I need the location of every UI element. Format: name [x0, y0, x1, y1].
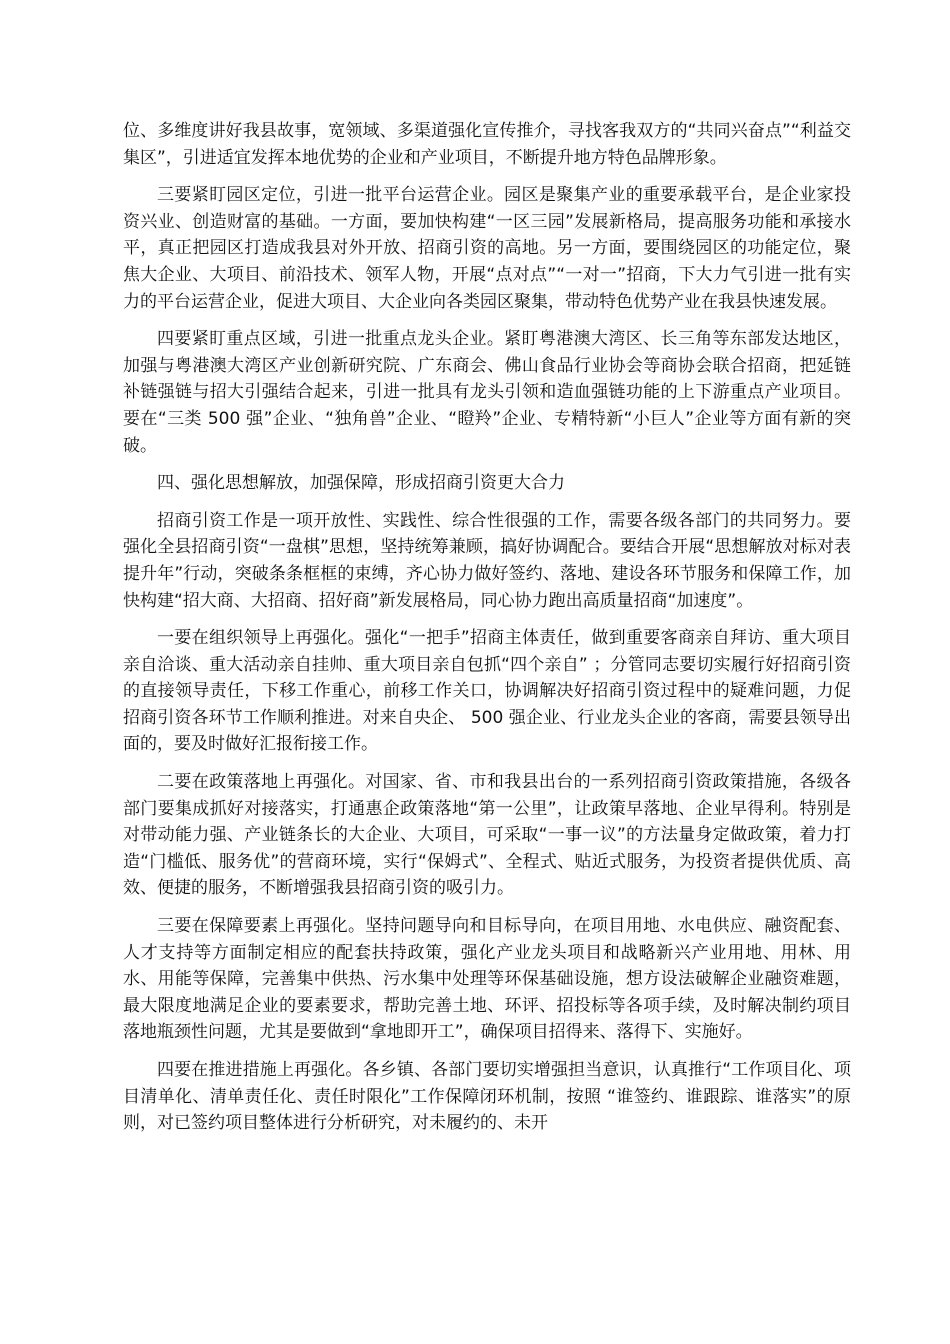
paragraph-continuation: 位、多维度讲好我县故事，宽领域、多渠道强化宣传推介，寻找客我双方的“共同兴奋点”“利益交集区”，引进适宜发挥本地优势的企业和产业项目，不断提升地方特色品牌形象。 [123, 121, 851, 168]
paragraph-key-regions: 四要紧盯重点区域，引进一批重点龙头企业。紧盯粤港澳大湾区、长三角等东部发达地区，加强与粤港澳大湾区产业创新研究院、广东商会、佛山食品行业协会等商协会联合招商，把延链补链强链与招大引强结合起来，引进一批具有龙头引领和造血强链功能的上下游重点产业项目。要在“三类 500 强”企业、“独角兽”企业、“瞪羚”企业、专精特新“小巨人”企业等方面有新的突破。 [123, 329, 851, 456]
paragraph-promotion-measures: 四要在推进措施上再强化。各乡镇、各部门要切实增强担当意识，认真推行“工作项目化、项目清单化、清单责任化、责任时限化”工作保障闭环机制，按照 “谁签约、谁跟踪、谁落实”的原则，对已签约项目整体进行分析研究，对未履约的、未开 [123, 1060, 851, 1134]
paragraph-factor-guarantee: 三要在保障要素上再强化。坚持问题导向和目标导向，在项目用地、水电供应、融资配套、人才支持等方面制定相应的配套扶持政策，强化产业龙头项目和战略新兴产业用地、用林、用水、用能等保障，完善集中供热、污水集中处理等环保基础设施，想方设法破解企业融资难题，最大限度地满足企业的要素要求，帮助完善土地、环评、招投标等各项手续，及时解决制约项目落地瓶颈性问题，尤其是要做到“拿地即开工”，确保项目招得来、落得下、实施好。 [123, 916, 851, 1043]
paragraph-section-intro: 招商引资工作是一项开放性、实践性、综合性很强的工作，需要各级各部门的共同努力。要强化全县招商引资“一盘棋”思想，坚持统筹兼顾，搞好协调配合。要结合开展“思想解放对标对表提升年”行动，突破条条框框的束缚，齐心协力做好签约、落地、建设各环节服务和保障工作，加快构建“招大商、大招商、招好商”新发展格局，同心协力跑出高质量招商“加速度”。 [123, 510, 851, 611]
paragraph-policy-implementation: 二要在政策落地上再强化。对国家、省、市和我县出台的一系列招商引资政策措施，各级各部门要集成抓好对接落实，打通惠企政策落地“第一公里”，让政策早落地、企业早得利。特别是对带动能力强、产业链条长的大企业、大项目，可采取“一事一议”的方法量身定做政策，着力打造“门槛低、服务优”的营商环境，实行“保姆式”、全程式、贴近式服务，为投资者提供优质、高效、便捷的服务，不断增强我县招商引资的吸引力。 [123, 772, 851, 899]
section-heading-four: 四、强化思想解放，加强保障，形成招商引资更大合力 [157, 473, 565, 494]
paragraph-park-positioning: 三要紧盯园区定位，引进一批平台运营企业。园区是聚集产业的重要承载平台，是企业家投资兴业、创造财富的基础。一方面，要加快构建“一区三园”发展新格局，提高服务功能和承接水平，真正把园区打造成我县对外开放、招商引资的高地。另一方面，要围绕园区的功能定位，聚焦大企业、大项目、前沿技术、领军人物，开展“点对点”“一对一”招商，下大力气引进一批有实力的平台运营企业，促进大项目、大企业向各类园区聚集，带动特色优势产业在我县快速发展。 [123, 185, 851, 312]
paragraph-organization-leadership: 一要在组织领导上再强化。强化“一把手”招商主体责任，做到重要客商亲自拜访、重大项目亲自洽谈、重大活动亲自挂帅、重大项目亲自包抓“四个亲自” ；分管同志要切实履行好招商引资的直接领导责任，下移工作重心，前移工作关口，协调解决好招商引资过程中的疑难问题，力促招商引资各环节工作顺利推进。对来自央企、 500 强企业、行业龙头企业的客商，需要县领导出面的，要及时做好汇报衔接工作。 [123, 628, 851, 755]
document-body [123, 118, 851, 1148]
